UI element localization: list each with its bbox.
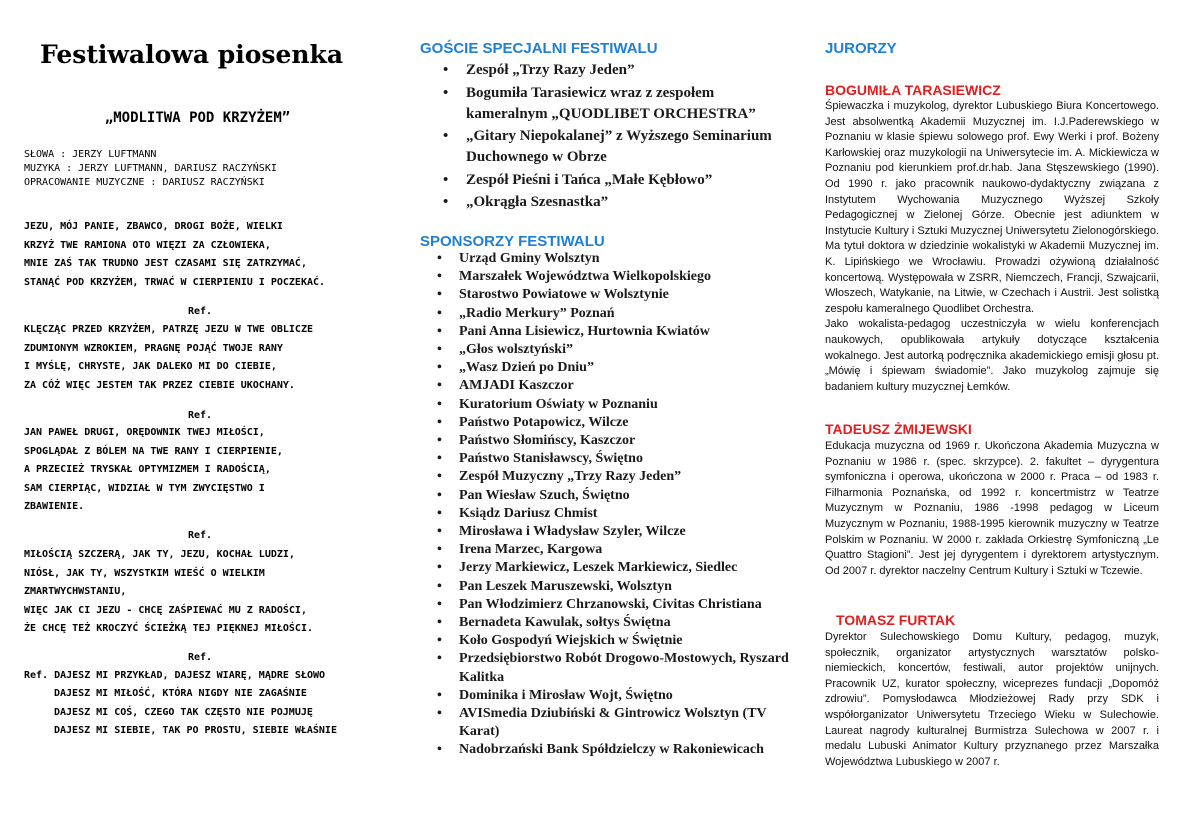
verse-line: A PRZECIEŻ TRYSKAŁ OPTYMIZMEM I RADOŚCIĄ, [24,464,271,475]
list-item: • Marszałek Województwa Wielkopolskiego [410,268,795,286]
refrain-line: DAJESZ MI SIEBIE, TAK PO PROSTU, SIEBIE WŁAŚNIE [54,724,337,736]
verse-line: MNIE ZAŚ TAK TRUDNO JEST CZASAMI SIĘ ZATRZYMAĆ, [24,258,307,269]
verse-line: STANĄĆ POD KRZYŻEM, TRWAĆ W CIERPIENIU I POCZEKAĆ. [24,276,326,288]
bio-paragraph: Dyrektor Sulechowskiego Domu Kultury, pedagog, muzyk, społecznik, organizator artystycznych warsztatów polsko-niemieckich, koncertów, festiwali, autor projektów unijnych. Pracownik UZ, kurator społeczny, wiceprezes fundacji „Dopomóż zdrowiu”. Pomysłodawca Młodzieżowej Rady przy SDK i współorganizator Uniwersytetu Trzeciego Wieku w Sulechowie. Laureat nagrody kulturalnej Burmistrza Sulechowa w 2007 r. i medalu Lubuski Animator Kultury przyznanego przez Marszałka Województwa Lubuskiego w 2007 r. [825,631,1159,768]
verse-line: JAN PAWEŁ DRUGI, ORĘDOWNIK TWEJ MIŁOŚCI, [24,427,265,438]
list-item: • Zespół Muzyczny „Trzy Razy Jeden” [410,468,795,486]
list-item: • Starostwo Powiatowe w Wolsztynie [410,286,795,304]
juror-name: TOMASZ FURTAK [836,612,956,628]
guests-heading: GOŚCIE SPECJALNI FESTIWALU [420,40,658,57]
list-item: • Pani Anna Lisiewicz, Hurtownia Kwiatów [410,323,795,341]
verse-line: NIÓSŁ, JAK TY, WSZYSTKIM WIEŚĆ O WIELKIM [24,567,265,579]
juror-bio [825,439,1159,579]
refrain-line: DAJESZ MI MIŁOŚĆ, KTÓRA NIGDY NIE ZAGAŚNIE [54,688,307,700]
juror-name: TADEUSZ ŻMIJEWSKI [825,421,972,437]
list-item: • „Wasz Dzień po Dniu” [410,359,795,377]
bio-paragraph: Śpiewaczka i muzykolog, dyrektor Lubuskiego Biura Koncertowego. Jest absolwentką Akademii Muzycznej im. I.J.Paderewskiego w Poznaniu w klasie śpiewu solowego prof. Ewy Werki i prof. Bożeny Karłowskiej oraz muzykologii na Uniwersytecie im. A. Mickiewicza w Poznaniu pod kierunkiem prof.dr.hab. Jana Stęszewskiego (1990). Od 1990 r. jako pracownik naukowo-dydaktyczny związana z Instytutem Wychowania Muzycznego Wyższej Szkoły Pedagogicznej w Zielonej Górze. Obecnie jest adiunktem w Instytucie Kultury i Sztuki Muzycznej Uniwersytetu Zielonogórskiego. Ma tytuł doktora w dziedzinie wokalistyki w Akademii Muzycznej im. K. Lipińskiego we Wrocławiu. Prowadzi ożywioną działalność koncertową. Występowała w ZSRR, Niemczech, Francji, Szwajcarii, Włoszech, Watykanie, na Litwie, w Czechach i Austrii. Jest solistką zespołu kameralnego Quodlibet Orchestra. [825,100,1159,315]
list-item: • Przedsiębiorstwo Robót Drogowo-Mostowych, Ryszard Kalitka [410,650,795,686]
refrain-label: Ref. [188,410,213,421]
list-item: • Zespół „Trzy Razy Jeden” [410,60,795,81]
verse-line: KRZYŻ TWE RAMIONA OTO WIĘZI ZA CZŁOWIEKA, [24,239,271,251]
verse-line: SAM CIERPIĄC, WIDZIAŁ W TYM ZWYCIĘSTWO I [24,482,265,494]
verse-line: ZA CÓŻ WIĘC JESTEM TAK PRZEZ CIEBIE UKOCHANY. [24,379,295,391]
sponsors-list [410,250,795,760]
list-item: • Jerzy Markiewicz, Leszek Markiewicz, Siedlec [410,559,795,577]
verse-4 [24,546,313,639]
list-item: • Kuratorium Oświaty w Poznaniu [410,396,795,414]
verse-line: KLĘCZĄC PRZED KRZYŻEM, PATRZĘ JEZU W TWE OBLICZE [24,324,313,335]
verse-line: MIŁOŚCIĄ SZCZERĄ, JAK TY, JEZU, KOCHAŁ LUDZI, [24,549,295,560]
refrain-label: Ref. [188,652,213,663]
song-credits [24,148,277,190]
list-item: • Ksiądz Dariusz Chmist [410,505,795,523]
juror-name: BOGUMIŁA TARASIEWICZ [825,82,1001,98]
list-item: • Pan Wiesław Szuch, Świętno [410,487,795,505]
refrain-label: Ref. [188,306,213,317]
refrain-label: Ref. [188,530,213,541]
list-item: • Państwo Potapowicz, Wilcze [410,414,795,432]
verse-line: ZDUMIONYM WZROKIEM, PRAGNĘ POJĄĆ TWOJE RANY [24,342,283,354]
verse-3 [24,424,283,517]
juror-bio [825,630,1159,770]
list-item: • Mirosława i Władysław Szyler, Wilcze [410,523,795,541]
credit-music: MUZYKA : JERZY LUFTMANN, DARIUSZ RACZYŃSKI [24,163,277,174]
list-item: • Urząd Gminy Wolsztyn [410,250,795,268]
list-item: • „Głos wolsztyński” [410,341,795,359]
verse-line: I MYŚLĘ, CHRYSTE, JAK DALEKO MI DO CIEBIE, [24,361,277,372]
jurors-heading: JURORZY [825,40,897,57]
list-item: • Nadobrzański Bank Spółdzielczy w Rakoniewicach [410,741,795,759]
song-title: „MODLITWA POD KRZYŻEM” [104,110,291,126]
list-item: • Bernadeta Kawulak, sołtys Świętna [410,614,795,632]
sponsors-heading: SPONSORZY FESTIWALU [420,233,605,250]
list-item: • Dominika i Mirosław Wojt, Świętno [410,687,795,705]
list-item: • AMJADI Kaszczor [410,377,795,395]
list-item: • Pan Włodzimierz Chrzanowski, Civitas Christiana [410,596,795,614]
list-item: • AVISmedia Dziubiński & Gintrowicz Wolsztyn (TV Karat) [410,705,795,741]
list-item: • Koło Gospodyń Wiejskich w Świętnie [410,632,795,650]
credit-arrangement: OPRACOWANIE MUZYCZNE : DARIUSZ RACZYŃSKI [24,177,265,188]
verse-1 [24,218,325,292]
verse-line: ŻE CHCĘ TEŻ KROCZYĆ ŚCIEŻKĄ TEJ PIĘKNEJ MIŁOŚCI. [24,623,313,634]
list-item: • Irena Marzec, Kargowa [410,541,795,559]
list-item: • „Radio Merkury” Poznań [410,305,795,323]
final-refrain [24,667,337,740]
verse-2 [24,321,313,395]
list-item: • Bogumiła Tarasiewicz wraz z zespołem kameralnym „QUODLIBET ORCHESTRA” [410,83,795,125]
list-item: • Państwo Słomińscy, Kaszczor [410,432,795,450]
list-item: • Pan Leszek Maruszewski, Wolsztyn [410,578,795,596]
list-item: • „Gitary Niepokalanej” z Wyższego Seminarium Duchownego w Obrze [410,126,795,168]
credit-lyrics: SŁOWA : JERZY LUFTMANN [24,149,157,160]
verse-line: WIĘC JAK CI JEZU - CHCĘ ZAŚPIEWAĆ MU Z RADOŚCI, [24,604,307,616]
bio-paragraph: Jako wokalista-pedagog uczestniczyła w wielu konferencjach naukowych, opublikowała artykuły dotyczące kształcenia wokalnego. Jest autorką podręcznika akademickiego emisji głosu pt. „Mówię i śpiewam świadomie”. Jako muzykolog zajmuje się badaniem kultury muzycznej Łemków. [825,318,1159,393]
verse-line: ZMARTWYCHWSTANIU, [24,586,127,597]
list-item: • „Okrągła Szesnastka” [410,192,795,213]
page-title: Festiwalowa piosenka [40,40,344,69]
verse-line: ZBAWIENIE. [24,501,85,512]
list-item: • Państwo Stanisławscy, Świętno [410,450,795,468]
juror-bio [825,99,1159,395]
list-item: • Zespół Pieśni i Tańca „Małe Kębłowo” [410,170,795,191]
bio-paragraph: Edukacja muzyczna od 1969 r. Ukończona Akademia Muzyczna w Poznaniu w 1986 r. (spec. skrzypce). 2. fakultet – dyrygentura symfoniczna i operowa, ukończona w 2000 r. Praca – od 1983 r. Filharmonia Poznańska, od 1992 r. koncertmistrz w Teatrze Muzycznym w Poznaniu, 1986 -1998 pedagog w Liceum Muzycznym w Poznaniu, 1988-1995 kierownik muzyczny w Teatrze Polskim w Poznaniu. W 2000 r. zakłada Orkiestrę Symfoniczną „Le Quattro Stagioni”. Jest jej dyrygentem i dyrektorem artystycznym. Od 2007 r. dyrektor naczelny Centrum Kultury i Sztuki w Tczewie. [825,440,1159,577]
guests-list [410,60,795,215]
verse-line: JEZU, MÓJ PANIE, ZBAWCO, DROGI BOŻE, WIELKI [24,221,283,232]
refrain-line: DAJESZ MI COŚ, CZEGO TAK CZĘSTO NIE POJMUJĘ [54,706,313,718]
refrain-line: Ref. DAJESZ MI PRZYKŁAD, DAJESZ WIARĘ, MĄDRE SŁOWO [24,670,326,681]
verse-line: SPOGLĄDAŁ Z BÓLEM NA TWE RANY I CIERPIENIE, [24,445,283,457]
